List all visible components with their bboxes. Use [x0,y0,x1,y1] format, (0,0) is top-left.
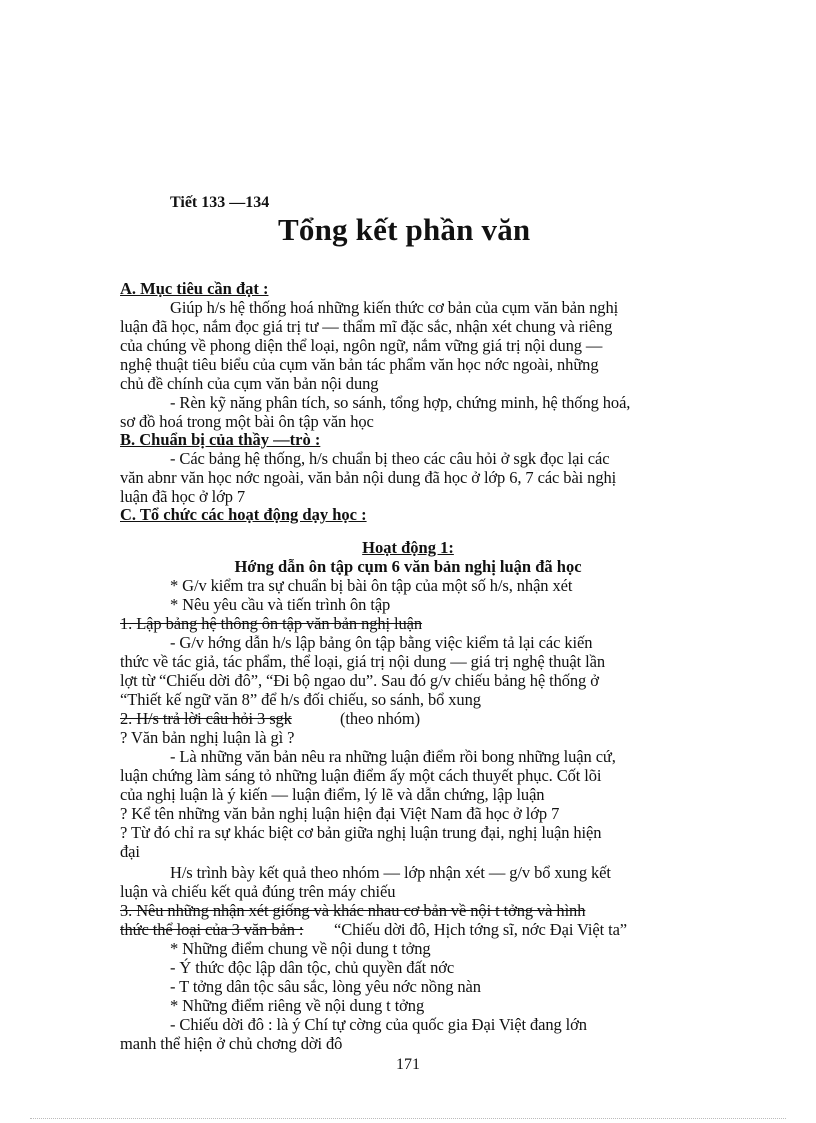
activity-line: - Ý thức độc lập dân tộc, chủ quyền đất nớc [170,958,455,977]
section-b-line: văn abnr văn học nớc ngoài, văn bản nội dung đã học ở lớp 6, 7 các bài nghị [120,468,617,487]
activity-line: “Chiếu dời đô, Hịch tớng sĩ, nớc Đại Việt ta” [334,920,628,939]
activity-line: “Thiết kế ngữ văn 8” để h/s đối chiếu, so sánh, bổ xung [120,690,481,709]
section-a-line: của chúng về phong diện thể loại, ngôn ngữ, nắm vững giá trị nội dung — [120,336,603,355]
activity-line: * G/v kiểm tra sự chuẩn bị bài ôn tập của một số h/s, nhận xét [170,576,573,595]
activity-question: ? Kể tên những văn bản nghị luận hiện đại Việt Nam đã học ở lớp 7 [120,804,560,823]
section-a-line: - Rèn kỹ năng phân tích, so sánh, tổng hợp, chứng minh, hệ thống hoá, [170,393,631,412]
activity-question: ? Từ đó chỉ ra sự khác biệt cơ bản giữa nghị luận trung đại, nghị luận hiện [120,823,602,842]
activity-line: * Những điểm chung về nội dung t tởng [170,939,431,958]
activity-line: luận chứng làm sáng tỏ những luận điểm ấy một cách thuyết phục. Cốt lõi [120,766,602,785]
activity-line: thức về tác giả, tác phẩm, thể loại, giá trị nội dung — giá trị nghệ thuật lần [120,652,606,671]
activity-item-heading: 1. Lập bảng hệ thông ôn tập văn bản nghị luận [120,614,423,633]
activity-title: Hoạt động 1: [362,538,454,557]
activity-line: * Những điểm riêng về nội dung t tởng [170,996,425,1015]
activity-line: của nghị luận là ý kiến — luận điểm, lý lẽ và dẫn chứng, lập luận [120,785,545,804]
activity-item-heading: 2. H/s trả lời câu hỏi 3 sgk [120,709,292,728]
section-a-line: sơ đồ hoá trong một bài ôn tập văn học [120,412,374,431]
section-a-line: nghệ thuật tiêu biểu của cụm văn bản tác phẩm văn học nớc ngoài, những [120,355,599,374]
activity-line: đại [120,842,140,861]
activity-subtitle: Hớng dẫn ôn tập cụm 6 văn bản nghị luận đã học [234,557,582,576]
section-a-line: chủ đề chính của cụm văn bản nội dung [120,374,379,393]
lesson-number: Tiết 133 —134 [170,194,270,211]
page-title: Tổng kết phần văn [278,212,531,247]
section-b-heading: B. Chuẩn bị của thầy —trò : [120,430,321,449]
section-c-heading: C. Tổ chức các hoạt động dạy học : [120,505,367,524]
activity-line: - T tởng dân tộc sâu sắc, lòng yêu nớc nồng nàn [170,977,481,996]
section-a-line: Giúp h/s hệ thống hoá những kiến thức cơ bản của cụm văn bản nghị [170,298,619,317]
activity-line: - G/v hớng dẫn h/s lập bảng ôn tập bằng việc kiểm tả lại các kiến [170,633,593,652]
page-number: 171 [396,1056,420,1073]
activity-line: luận và chiếu kết quả đúng trên máy chiếu [120,882,396,901]
page-bottom-divider [30,1118,786,1119]
activity-line: H/s trình bày kết quả theo nhóm — lớp nhận xét — g/v bổ xung kết [170,863,611,882]
activity-line: manh thể hiện ở chủ chơng dời đô [120,1034,343,1053]
activity-item-heading: 3. Nêu những nhận xét giống và khác nhau cơ bản về nội t tởng và hình [120,901,586,920]
section-b-line: - Các bảng hệ thống, h/s chuẩn bị theo các câu hỏi ở sgk đọc lại các [170,449,610,468]
activity-line: lợt từ “Chiếu dời đô”, “Đi bộ ngao du”. Sau đó g/v chiếu bảng hệ thống ở [120,671,599,690]
activity-line: - Chiếu dời đô : là ý Chí tự cờng của quốc gia Đại Việt đang lớn [170,1015,587,1034]
activity-line: - Là những văn bản nêu ra những luận điểm rồi bong những luận cứ, [170,747,616,766]
section-a-heading: A. Mục tiêu cần đạt : [120,279,269,298]
activity-note: (theo nhóm) [340,709,421,728]
section-a-line: luận đã học, nắm đọc giá trị tư — thẩm mĩ đặc sắc, nhận xét chung và riêng [120,317,613,336]
activity-question: ? Văn bản nghị luận là gì ? [120,728,295,747]
activity-item-heading: thức thể loại của 3 văn bản : [120,920,304,939]
section-b-line: luận đã học ở lớp 7 [120,487,246,506]
activity-line: * Nêu yêu cầu và tiến trình ôn tập [170,595,391,614]
